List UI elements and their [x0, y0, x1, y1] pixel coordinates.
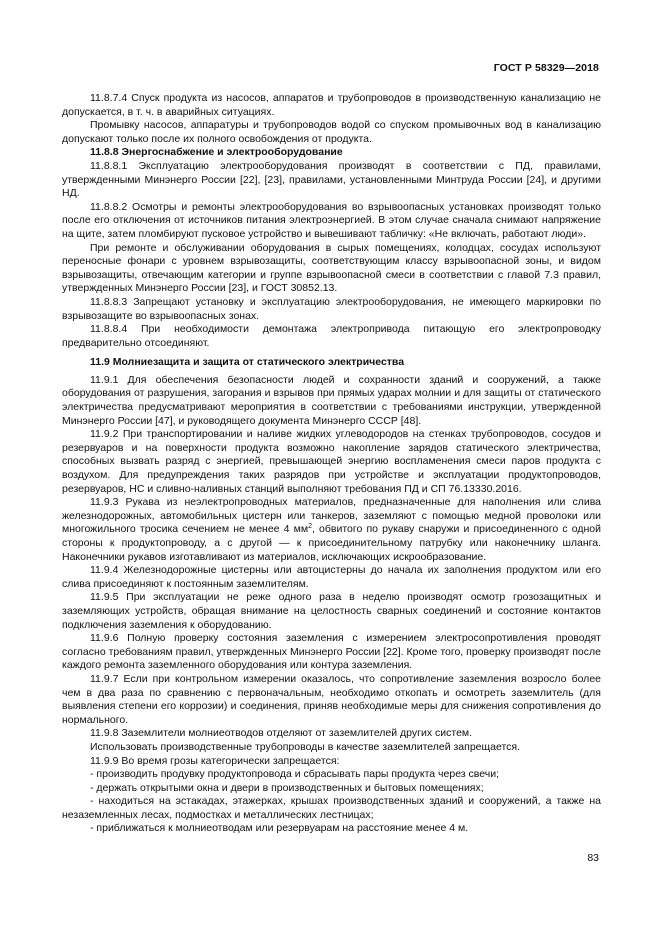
paragraph: 11.9.1 Для обеспечения безопасности людей и сохранности зданий и сооружений, а также оборудования от разрушения, загорания и взрывов при прямых ударах молнии и для защиты от статического электричества предусматривают мероприятия в соответствии с требованиями инструкции, утвержденной Минэнерго России [47], и руководящего документа Минэнерго СССР [48].	[62, 373, 601, 427]
document-id: ГОСТ Р 58329—2018	[493, 62, 599, 74]
paragraph: При ремонте и обслуживании оборудования в сырых помещениях, колодцах, сосудах используют переносные фонари с уровнем взрывозащиты, соответствующим классу взрывоопасной зоны, и видом взрывозащиты, отвечающим категории и группе взрывоопасной смеси в соответствии с главой 7.3 правил, утвержденных Минэнерго России [23], и ГОСТ 30852.13.	[62, 241, 601, 295]
paragraph: 11.9.6 Полную проверку состояния заземления с измерением электросопротивления проводят согласно требованиям правил, утвержденных Минэнерго России [22]. Кроме того, проверку производят после каждого ремонта заземленного оборудования или контура заземления.	[62, 632, 601, 672]
subsection-heading: 11.8.8 Энергоснабжение и электрооборудование	[90, 146, 343, 159]
list-item: - производить продувку продуктопровода и сбрасывать пары продукта через свечи;	[90, 768, 499, 781]
paragraph-start: 11.9.3 Рукава из неэлектропроводных материалов, предназначенные для наполнения или слива железнодорожных, автомобильных цистерн или танкеров, заземляют с помощью медной проволоки или многожильного тросика сечением не менее 4 мм	[62, 496, 601, 536]
paragraph: 11.9.5 При эксплуатации не реже одного раза в неделю производят осмотр грозозащитных и заземляющих устройств, обращая внимание на целостность сварных соединений и состояние контактов подключения заземления к оборудованию.	[62, 591, 601, 631]
paragraph: 11.9.9 Во время грозы категорически запрещается:	[90, 754, 340, 767]
paragraph: 11.8.8.1 Эксплуатацию электрооборудования производят в соответствии с ПД, правилами, утвержденными Минэнерго России [22], [23], правилами, установленными Минтруда России [24], и другими НД.	[62, 159, 601, 200]
paragraph-end: , обвитого по рукаву снаружи и присоединенного с одной стороны к продуктопроводу, а с другой — к присоединительному патрубку или наконечнику шланга. Наконечники рукавов изготавливают из материалов, исключающих искрообразование.	[62, 523, 601, 563]
page-number: 83	[587, 852, 599, 864]
paragraph: 11.8.8.3 Запрещают установку и эксплуатацию электрооборудования, не имеющего маркировки по взрывозащите во взрывоопасных зонах.	[62, 295, 601, 322]
list-item: - приближаться к молниеотводам или резервуарам на расстояние менее 4 м.	[90, 822, 469, 835]
page-body	[62, 92, 601, 836]
paragraph: 11.8.8.2 Осмотры и ремонты электрооборудования во взрывоопасных установках производят только после его отключения от источников питания электроэнергией. В этом случае сначала снимают напряжение на щите, затем пломбируют пусковое устройство и вывешивают табличку: «Не включать, работают люди».	[62, 200, 601, 240]
paragraph: Промывку насосов, аппаратуры и трубопроводов водой со спуском промывочных вод в канализацию допускают только после их полного освобождения от продукта.	[62, 119, 601, 145]
list-item: - находиться на эстакадах, этажерках, крышах производственных зданий и сооружений, а также на незаземленных лесах, подмостках и металлических лестницах;	[62, 795, 601, 821]
paragraph: 11.9.4 Железнодорожные цистерны или автоцистерны до начала их заполнения продуктом или его слива присоединяют к постоянным заземлителям.	[62, 564, 601, 590]
paragraph: 11.8.7.4 Спуск продукта из насосов, аппаратов и трубопроводов в производственную канализацию не допускается, в т. ч. в аварийных ситуациях.	[62, 92, 601, 118]
list-item: - держать открытыми окна и двери в производственных и бытовых помещениях;	[90, 781, 484, 794]
paragraph: 11.9.8 Заземлители молниеотводов отделяют от заземлителей других систем.	[90, 727, 473, 740]
superscript: 2	[308, 523, 312, 531]
paragraph: 11.9.2 При транспортировании и наливе жидких углеводородов на стенках трубопроводов, сосудов и резервуаров и на поверхности продукта возможно накопление зарядов статического электричества, способных вызвать разряд с энергией, превышающей энергию воспламенения смеси паров продукта с воздухом. Для предупреждения таких разрядов при устройстве и эксплуатации продуктопроводов, резервуаров, НС и сливно-наливных станций выполняют требования ПД и СП 76.13330.2016.	[62, 428, 601, 495]
paragraph: Использовать производственные трубопроводы в качестве заземлителей запрещается.	[90, 740, 521, 753]
paragraph: 11.9.7 Если при контрольном измерении оказалось, что сопротивление заземления возросло более чем в два раза по сравнению с первоначальным, необходимо откопать и осмотреть заземлитель (для выявления степени его коррозии) и соединения, приняв необходимые меры для снижения сопротивления до нормального.	[62, 672, 601, 726]
paragraph-with-superscript	[62, 496, 601, 564]
paragraph: 11.8.8.4 При необходимости демонтажа электропривода питающую его электропроводку предварительно отсоединяют.	[62, 323, 601, 349]
section-heading: 11.9 Молниезащита и защита от статического электричества	[90, 356, 405, 369]
